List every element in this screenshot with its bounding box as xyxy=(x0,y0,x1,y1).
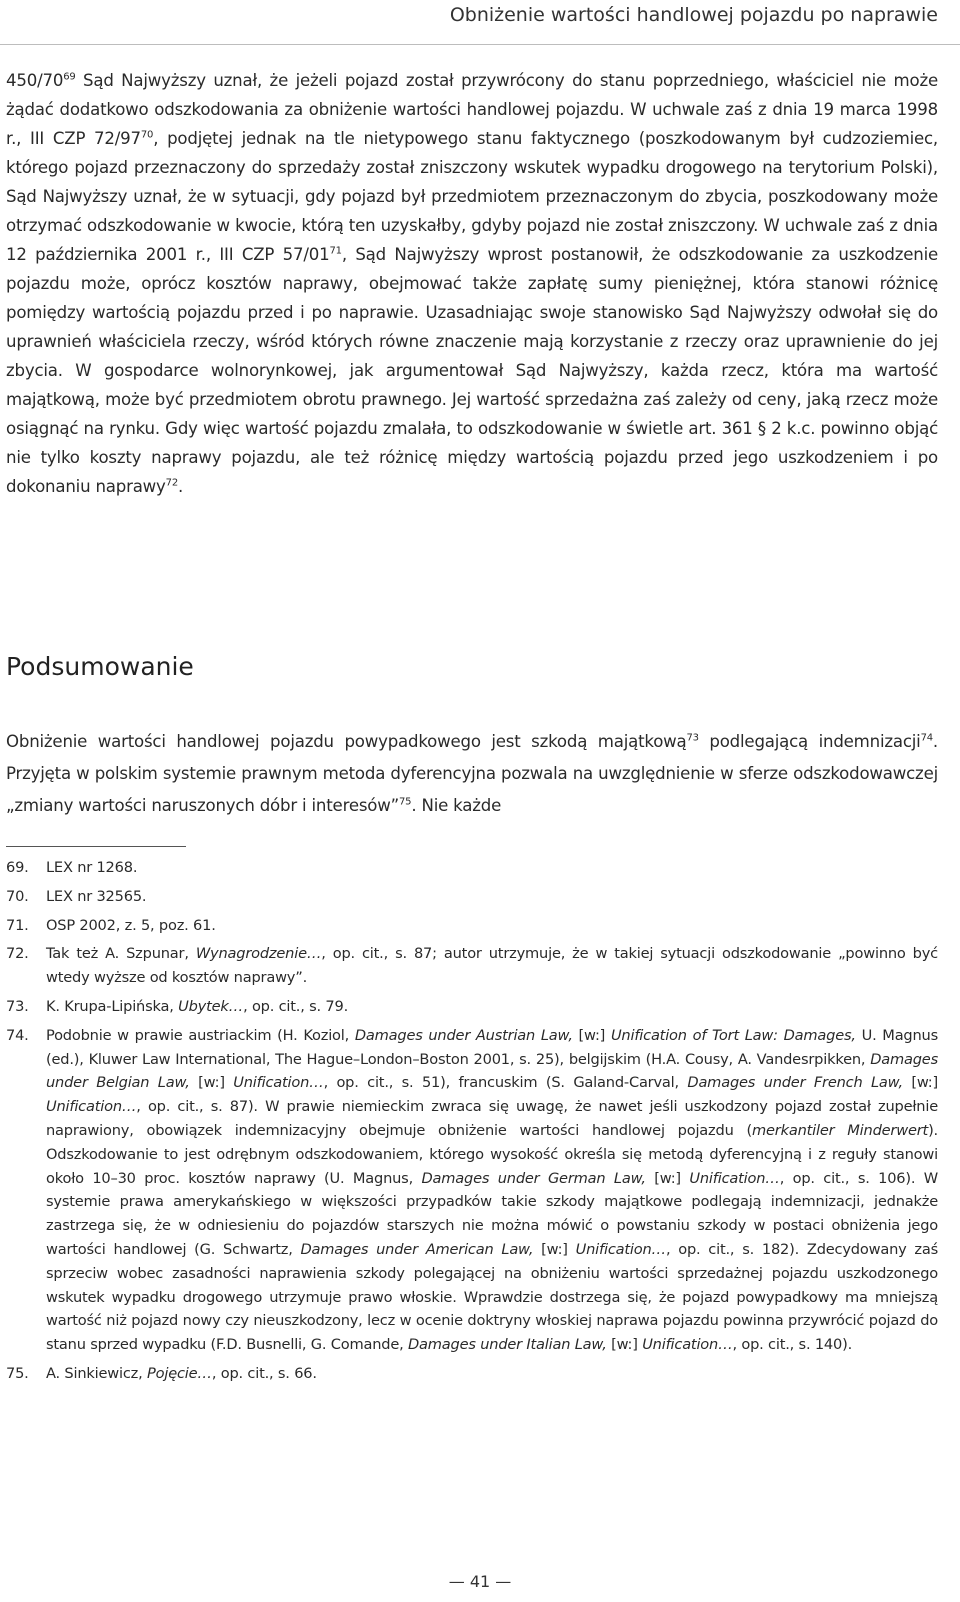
text-span: . xyxy=(178,477,184,496)
footnote-text xyxy=(46,942,938,990)
body-paragraph xyxy=(6,66,938,501)
italic-title: Unification… xyxy=(642,1336,733,1354)
text-span: Podobnie w prawie austriackim (H. Koziol, xyxy=(46,1026,355,1044)
footnote-ref[interactable]: 71 xyxy=(329,245,342,257)
footnote-separator xyxy=(6,846,186,847)
text-span: , Sąd Najwyższy wprost postanowił, że odszkodowanie za uszkodzenie pojazdu może, oprócz kosztów naprawy, obejmować także zapłatę sumy pieniężnej, która stanowi różnicę pomiędzy wartością pojazdu przed i po naprawie. Uzasadniając swoje stanowisko Sąd Najwyższy odwołał się do uprawnień właściciela rzeczy, wśród których równe znaczenie mają korzystanie z rzeczy oraz uprawnienie do jej zbycia. W gospodarce wolnorynkowej, jak argumentował Sąd Najwyższy, każda rzecz, która ma wartość majątkową, może być przedmiotem obrotu prawnego. Jej wartość sprzedażna zaś zależy od ceny, jaką rzecz może osiągnąć na rynku. Gdy więc wartość pojazdu zmalała, to odszkodowanie w świetle art. 361 § 2 k.c. powinno objąć nie tylko koszty naprawy pojazdu, ale też różnicę między wartością pojazdu przed jego uszkodzeniem i po dokonaniu naprawy xyxy=(6,245,939,496)
footnote-ref[interactable]: 70 xyxy=(140,129,154,141)
footnote-item xyxy=(6,1362,938,1386)
running-title: Obniżenie wartości handlowej pojazdu po naprawie xyxy=(449,4,938,26)
text-span: , op. cit., s. 140). xyxy=(732,1336,853,1354)
text-span: . Nie każde xyxy=(411,796,502,815)
text-span: , op. cit., s. 106). W systemie prawa amerykańskiego w większości przypadków takie szkody majątkowe podlegają indemnizacji, jednakże zastrzega się, że w odniesieniu do pojazdów starszych nie można mówić o powstaniu szkody w postaci obniżenia jego wartości handlowej (G. Schwartz, xyxy=(46,1169,938,1258)
italic-title: Damages under French Law, xyxy=(687,1074,903,1092)
italic-title: Pojęcie… xyxy=(147,1364,212,1382)
text-span: [w:] xyxy=(572,1026,611,1044)
page-number: — 41 — xyxy=(448,1572,512,1591)
text-span: Obniżenie wartości handlowej pojazdu powypadkowego jest szkodą majątkową xyxy=(6,732,687,751)
text-span: [w:] xyxy=(189,1074,234,1092)
italic-title: Unification… xyxy=(46,1098,137,1116)
footnote-item xyxy=(6,856,938,880)
text-span: Sąd Najwyższy uznał, że jeżeli pojazd został przywrócony do stanu poprzedniego, właściciel nie może żądać dodatkowo odszkodowania za obniżenie wartości handlowej pojazdu. W uchwale zaś z dnia 19 marca 1998 r., III CZP 72/97 xyxy=(6,71,938,148)
section-heading: Podsumowanie xyxy=(6,652,194,681)
text-span: ). Odszkodowanie to jest odrębnym odszkodowaniem, którego wysokość określa się metodą dyferencyjną i z reguły stanowi około 10–30 proc. kosztów naprawy (U. Magnus, xyxy=(46,1121,938,1187)
footnote-text: LEX nr 32565. xyxy=(46,887,147,905)
footnote-ref[interactable]: 72 xyxy=(165,477,178,489)
italic-title: Damages under Belgian Law, xyxy=(46,1050,938,1092)
summary-paragraph xyxy=(6,726,938,822)
text-span: , op. cit., s. 51), francuskim (S. Galand-Carval, xyxy=(323,1074,688,1092)
footnote-number: 70. xyxy=(6,887,29,905)
italic-title: Unification of Tort Law: Damages, xyxy=(610,1026,856,1044)
footnote-number: 75. xyxy=(6,1364,29,1382)
footnote-ref[interactable]: 73 xyxy=(686,732,699,744)
footnote-item xyxy=(6,1024,938,1357)
italic-title: Wynagrodzenie… xyxy=(195,945,322,963)
italic-term: merkantiler Minderwert xyxy=(751,1121,929,1139)
text-span: , podjętej jednak na tle nietypowego stanu faktycznego (poszkodowanym był cudzoziemiec, którego pojazd przeznaczony do sprzedaży został zniszczony wskutek wypadku drogowego na terytorium Polski), Sąd Najwyższy uznał, że w sytuacji, gdy pojazd był przedmiotem przeznaczonym do zbycia, poszkodowany może otrzymać odszkodowanie w kwocie, którą ten uzyskałby, gdyby pojazd nie został zniszczony. W uchwale zaś z dnia 12 października 2001 r., III CZP 57/01 xyxy=(6,129,938,264)
italic-title: Damages under Italian Law, xyxy=(408,1336,607,1354)
italic-title: Damages under German Law, xyxy=(421,1169,646,1187)
footnote-item xyxy=(6,995,938,1019)
italic-title: Damages under Austrian Law, xyxy=(354,1026,573,1044)
text-span: A. Sinkiewicz, xyxy=(46,1364,148,1382)
text-span: U. Magnus (ed.), Kluwer Law International, The Hague–London–Boston 2001, s. 25), belgijskim (H.A. Cousy, A. Vandesrpikken, xyxy=(46,1026,938,1068)
footnote-number: 74. xyxy=(6,1026,29,1044)
footnote-list xyxy=(6,856,938,1391)
italic-title: Unification… xyxy=(689,1169,780,1187)
footnote-number: 71. xyxy=(6,916,29,934)
footnote-ref[interactable]: 69 xyxy=(63,71,76,83)
footnote-item xyxy=(6,885,938,909)
text-span: K. Krupa-Lipińska, xyxy=(46,997,179,1015)
text-span: 450/70 xyxy=(6,71,64,90)
italic-title: Ubytek… xyxy=(178,997,244,1015)
footnote-item xyxy=(6,914,938,938)
italic-title: Unification… xyxy=(575,1240,666,1258)
text-span: , op. cit., s. 87; autor utrzymuje, że w takiej sytuacji odszkodowanie „powinno być wtedy wyższe od kosztów naprawy”. xyxy=(46,945,938,987)
footnote-text xyxy=(46,995,938,1019)
footnote-number: 73. xyxy=(6,997,29,1015)
italic-title: Damages under American Law, xyxy=(300,1240,534,1258)
header-divider xyxy=(0,44,960,45)
footnote-text xyxy=(46,1024,938,1357)
text-span: Tak też A. Szpunar, xyxy=(46,945,196,963)
text-span: . Przyjęta w polskim systemie prawnym metoda dyferencyjna pozwala na uwzględnienie w sferze odszkodowawczej „zmiany wartości naruszonych dóbr i interesów” xyxy=(6,732,938,815)
footnote-item xyxy=(6,942,938,990)
text-span: [w:] xyxy=(533,1240,576,1258)
footnote-text: OSP 2002, z. 5, poz. 61. xyxy=(46,916,216,934)
text-span: , op. cit., s. 66. xyxy=(211,1364,317,1382)
footnote-ref[interactable]: 75 xyxy=(399,796,412,808)
text-span: , op. cit., s. 182). Zdecydowany zaś sprzeciw wobec zasadności naprawienia szkody polegającej na obniżeniu wartości sprzedażnej pojazdu uszkodzonego wskutek wypadku drogowego utrzymuje prawo włoskie. Wprawdzie dostrzega się, że pojazd powypadkowy ma mniejszą wartość niż pojazd nowy czy nieuszkodzony, lecz w ocenie doktryny włoskiej naprawa pojazdu powinna przywrócić pojazd do stanu sprzed wypadku (F.D. Busnelli, G. Comande, xyxy=(46,1240,939,1354)
italic-title: Unification… xyxy=(233,1074,324,1092)
text-span: , op. cit., s. 79. xyxy=(243,997,349,1015)
text-span: [w:] xyxy=(902,1074,938,1092)
footnote-number: 72. xyxy=(6,945,29,963)
footnote-text: LEX nr 1268. xyxy=(46,859,138,876)
text-span: , op. cit., s. 87). W prawie niemieckim zwraca się uwagę, że nawet jeśli uszkodzony pojazd został zupełnie naprawiony, obowiązek indemnizacyjny obejmuje obniżenie wartości handlowej pojazdu ( xyxy=(46,1098,938,1139)
footnote-number: 69. xyxy=(6,859,29,876)
footnote-text xyxy=(46,1362,938,1386)
text-span: podlegającą indemnizacji xyxy=(698,732,921,751)
text-span: [w:] xyxy=(645,1169,690,1187)
footnote-ref[interactable]: 74 xyxy=(920,732,933,744)
text-span: [w:] xyxy=(606,1336,643,1354)
